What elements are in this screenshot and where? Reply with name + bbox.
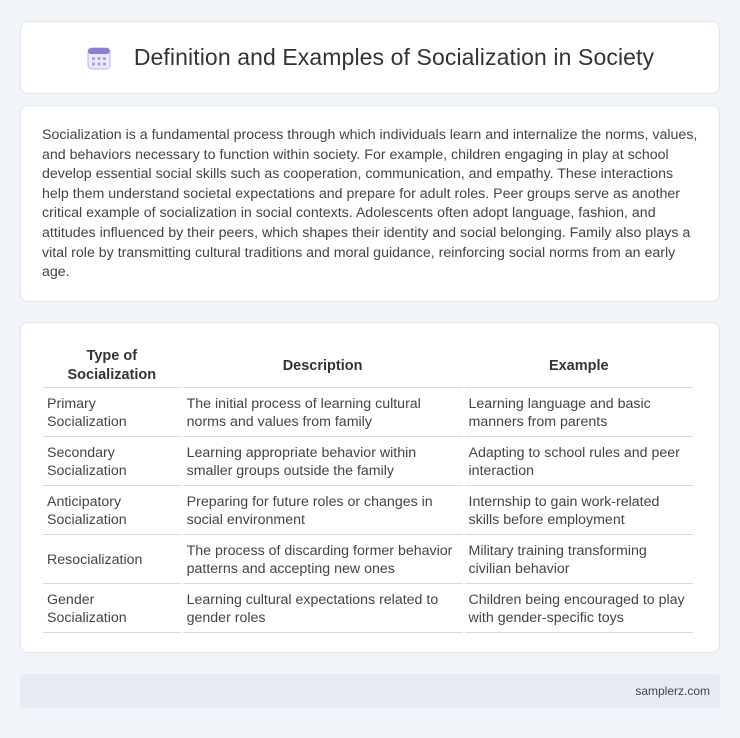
table-row [43, 388, 693, 437]
page-title: Definition and Examples of Socialization in Society [133, 44, 655, 70]
table-row [43, 584, 693, 633]
table-row [43, 486, 693, 535]
cell-example: Children being encouraged to play with gender-specific toys [465, 584, 693, 633]
table-row [43, 437, 693, 486]
calendar-icon [86, 45, 112, 71]
socialization-table [41, 343, 695, 633]
cell-description: Learning appropriate behavior within smaller groups outside the family [183, 437, 463, 486]
intro-card [20, 105, 720, 302]
cell-type: Secondary Socialization [43, 437, 181, 486]
header-example: Example [465, 343, 693, 388]
table-row [43, 535, 693, 584]
cell-example: Learning language and basic manners from parents [465, 388, 693, 437]
cell-description: Learning cultural expectations related to gender roles [183, 584, 463, 633]
table-card [20, 322, 720, 653]
cell-example: Internship to gain work-related skills before employment [465, 486, 693, 535]
cell-type: Resocialization [43, 535, 181, 584]
cell-type: Anticipatory Socialization [43, 486, 181, 535]
footer-bar [20, 674, 720, 708]
header-description: Description [183, 343, 463, 388]
cell-description: Preparing for future roles or changes in social environment [183, 486, 463, 535]
footer-site-link[interactable]: samplerz.com [635, 684, 710, 698]
header-type: Type of Socialization [43, 343, 181, 388]
cell-description: The process of discarding former behavior patterns and accepting new ones [183, 535, 463, 584]
cell-type: Gender Socialization [43, 584, 181, 633]
cell-example: Military training transforming civilian behavior [465, 535, 693, 584]
title-card [20, 21, 720, 94]
cell-type: Primary Socialization [43, 388, 181, 437]
cell-example: Adapting to school rules and peer interaction [465, 437, 693, 486]
intro-paragraph: Socialization is a fundamental process through which individuals learn and internalize the norms, values, and behaviors necessary to function within society. For example, children engaging in play at school develop essential social skills such as cooperation, communication, and empathy. These interactions help them understand societal expectations and prepare for adult roles. Peer groups serve as another critical example of socialization in social contexts. Adolescents often adopt language, fashion, and attitudes influenced by their peers, which shapes their identity and social belonging. Family also plays a vital role by transmitting cultural traditions and moral guidance, reinforcing social norms from an early age. [42, 127, 698, 281]
cell-description: The initial process of learning cultural norms and values from family [183, 388, 463, 437]
table-header-row [43, 343, 693, 388]
